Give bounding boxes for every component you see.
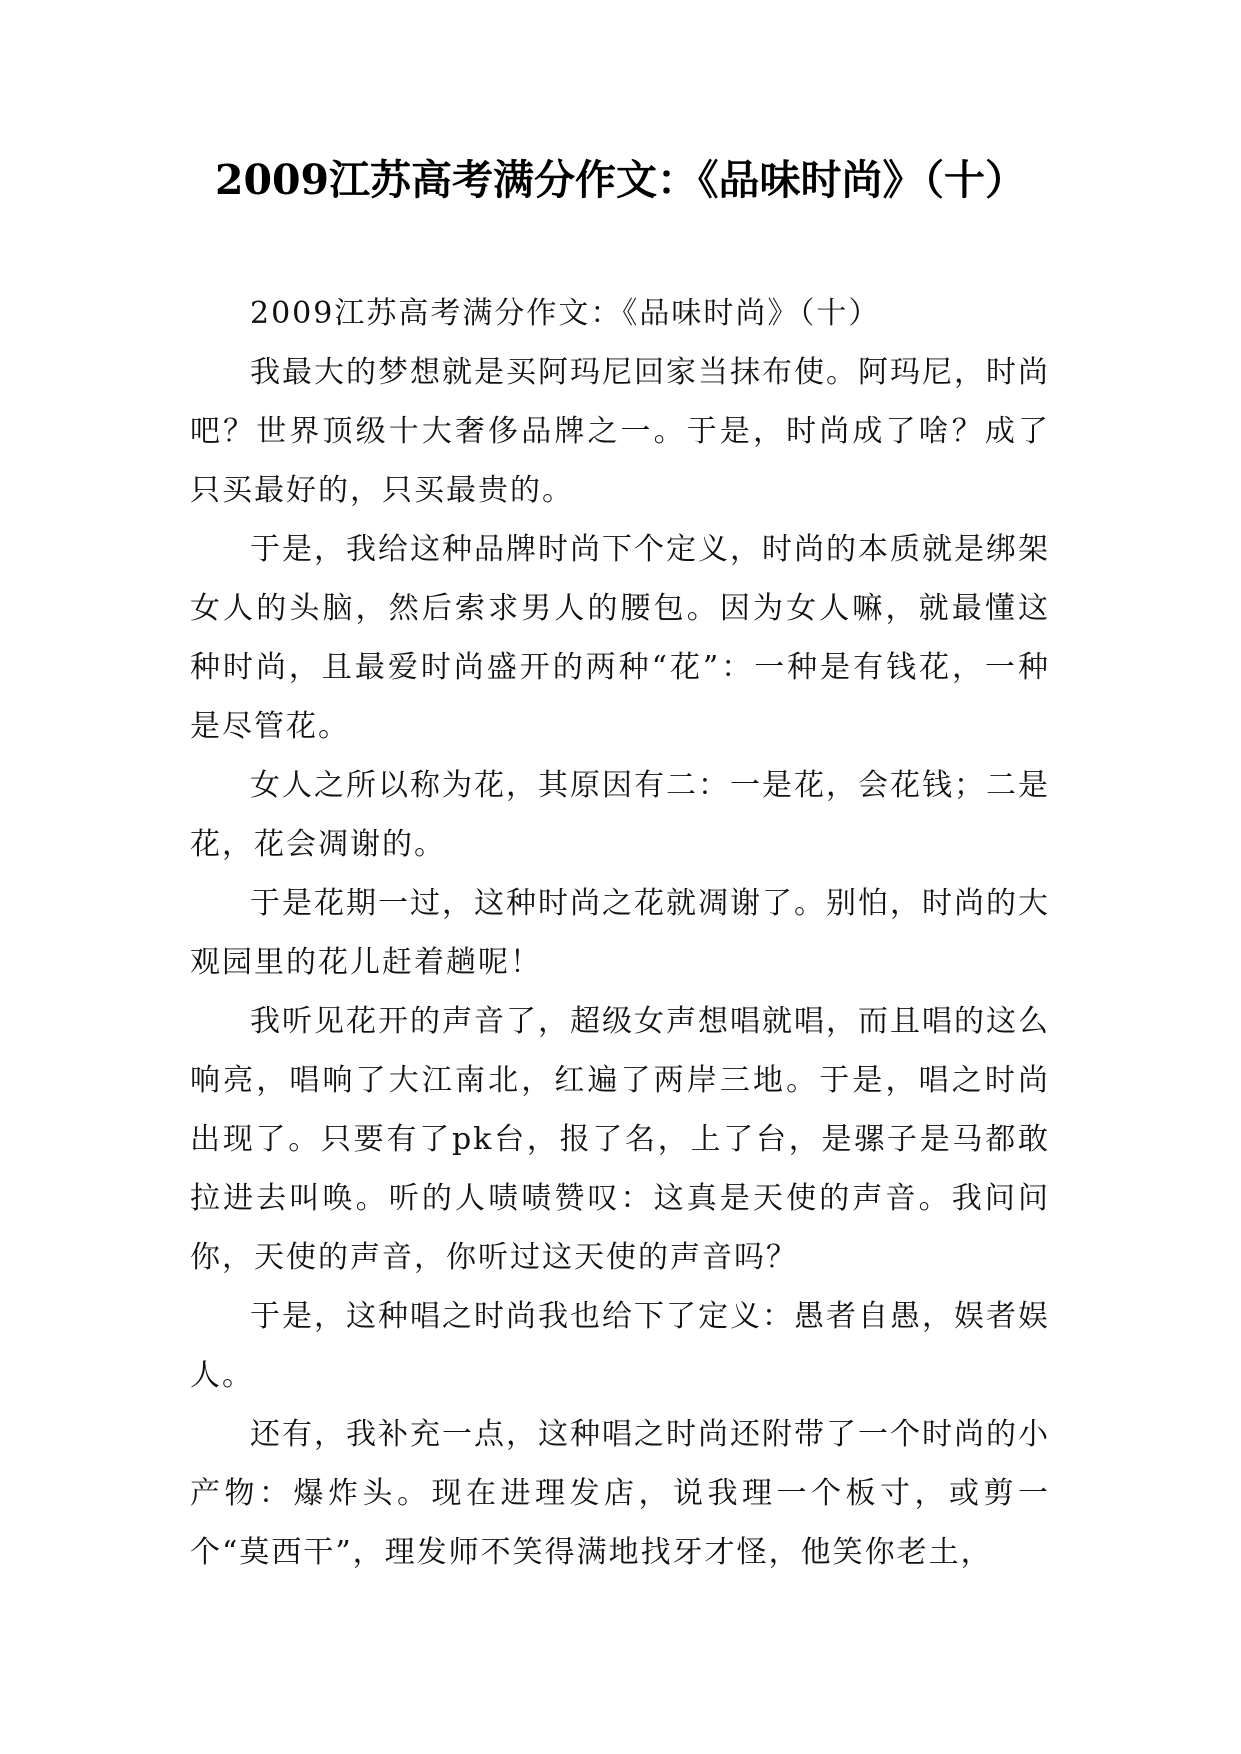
paragraph: 我听见花开的声音了，超级女声想唱就唱，而且唱的这么响亮，唱响了大江南北，红遍了两岸三地。于是，唱之时尚出现了。只要有了pk台，报了名，上了台，是骡子是马都敢拉进去叫唤。听的人啧啧赞叹：这真是天使的声音。我问问你，天使的声音，你听过这天使的声音吗？ <box>190 1004 1050 1275</box>
paragraph: 女人之所以称为花，其原因有二：一是花，会花钱；二是花，花会凋谢的。 <box>190 768 1050 862</box>
paragraph: 还有，我补充一点，这种唱之时尚还附带了一个时尚的小产物：爆炸头。现在进理发店，说我理一个板寸，或剪一个“莫西干”，理发师不笑得满地找牙才怪，他笑你老土， <box>190 1417 1050 1570</box>
document-title: 2009江苏高考满分作文：《品味时尚》（十） <box>214 156 1027 204</box>
paragraph: 于是，这种唱之时尚我也给下了定义：愚者自愚，娱者娱人。 <box>190 1299 1050 1393</box>
paragraph: 我最大的梦想就是买阿玛尼回家当抹布使。阿玛尼，时尚吧？世界顶级十大奢侈品牌之一。于是，时尚成了啥？成了只买最好的，只买最贵的。 <box>190 355 1050 508</box>
document-body <box>190 284 1050 1582</box>
paragraph: 2009江苏高考满分作文：《品味时尚》（十） <box>250 296 881 331</box>
paragraph: 于是花期一过，这种时尚之花就凋谢了。别怕，时尚的大观园里的花儿赶着趟呢！ <box>190 886 1050 980</box>
paragraph: 于是，我给这种品牌时尚下个定义，时尚的本质就是绑架女人的头脑，然后索求男人的腰包。因为女人嘛，就最懂这种时尚，且最爱时尚盛开的两种“花”：一种是有钱花，一种是尽管花。 <box>190 532 1050 744</box>
